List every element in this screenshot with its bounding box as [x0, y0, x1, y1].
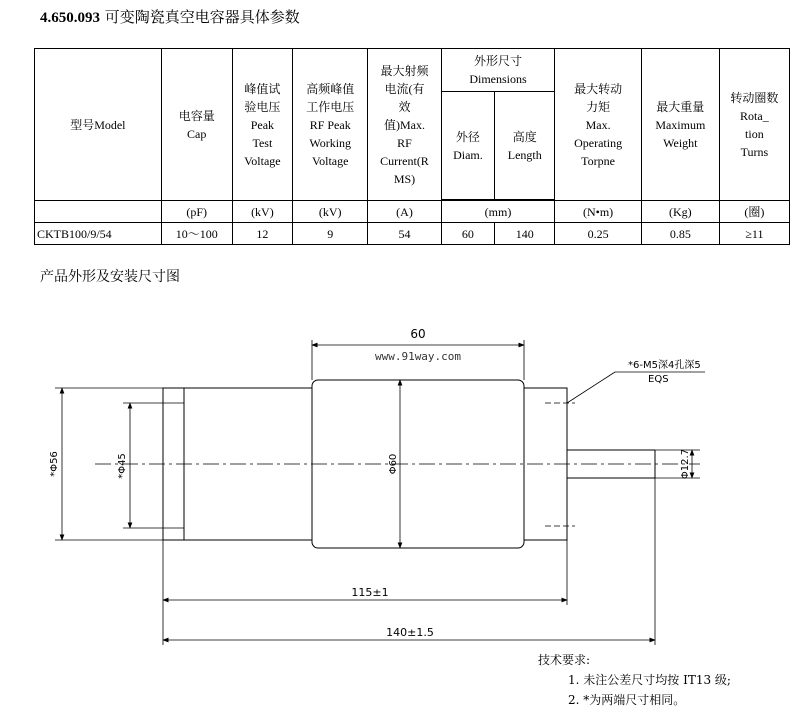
unit-cell: (圈) — [719, 201, 789, 223]
cell-length: 140 — [495, 223, 555, 245]
note-item-1: 1. 未注公差尺寸均按 IT13 级; — [568, 673, 731, 687]
dim-phi45: *Φ45 — [117, 453, 128, 479]
unit-cell: (kV) — [293, 201, 368, 223]
dim-60: 60 — [410, 327, 426, 341]
unit-cell: (kV) — [232, 201, 292, 223]
note-item-2: 2. *为两端尺寸相同。 — [568, 693, 686, 707]
header-rf-current: 最大射频 电流(有 效 值)Max. RF Current(R MS) — [368, 49, 441, 201]
dim-115: 115±1 — [351, 586, 389, 599]
cell-weight: 0.85 — [641, 223, 719, 245]
dim-phi12: Φ12.7 — [680, 448, 691, 480]
page-title — [40, 6, 300, 27]
header-weight: 最大重量 Maximum Weight — [641, 49, 719, 201]
table-row — [35, 223, 790, 245]
unit-cell: (A) — [368, 201, 441, 223]
section-title: 产品外形及安装尺寸图 — [40, 269, 180, 285]
cell-cap: 10～100 — [161, 223, 232, 245]
header-diam: 外径 Diam. — [441, 92, 494, 200]
dim-phi60: Φ60 — [388, 453, 399, 475]
cell-rf-peak: 9 — [293, 223, 368, 245]
watermark: www.91way.com — [374, 350, 462, 363]
unit-cell: (Kg) — [641, 201, 719, 223]
cell-rotation: ≥11 — [719, 223, 789, 245]
title-code: 4.650.093 — [40, 10, 100, 26]
unit-cell: (N•m) — [555, 201, 642, 223]
cell-peak-test: 12 — [232, 223, 292, 245]
spec-table — [34, 48, 790, 245]
cell-rf-current: 54 — [368, 223, 441, 245]
header-length: 高度 Length — [495, 92, 555, 200]
dim-phi56: *Φ56 — [49, 451, 60, 477]
tech-notes — [538, 650, 731, 710]
thread-note: *6-M5深4孔深5 — [628, 360, 701, 371]
dim-140: 140±1.5 — [386, 626, 434, 639]
notes-heading: 技术要求: — [538, 653, 591, 667]
unit-cell: (mm) — [441, 201, 555, 223]
thread-note-sub: EQS — [648, 374, 669, 385]
header-rotation: 转动圈数 Rota_ tion Turns — [719, 49, 789, 201]
header-model: 型号Model — [35, 49, 162, 201]
cell-diam: 60 — [441, 223, 494, 245]
header-peak-test: 峰值试 验电压 Peak Test Voltage — [232, 49, 292, 201]
header-dimensions: 外形尺寸 Dimensions — [441, 49, 555, 92]
outline-drawing — [0, 300, 800, 650]
units-row — [35, 201, 790, 223]
header-cap: 电容量 Cap — [161, 49, 232, 201]
cell-model: CKTB100/9/54 — [35, 223, 162, 245]
title-text: 可变陶瓷真空电容器具体参数 — [104, 8, 300, 26]
header-torque: 最大转动 力矩 Max. Operating Torpne — [555, 49, 642, 201]
unit-cell: (pF) — [161, 201, 232, 223]
header-rf-peak: 高频峰值 工作电压 RF Peak Working Voltage — [293, 49, 368, 201]
cell-torque: 0.25 — [555, 223, 642, 245]
